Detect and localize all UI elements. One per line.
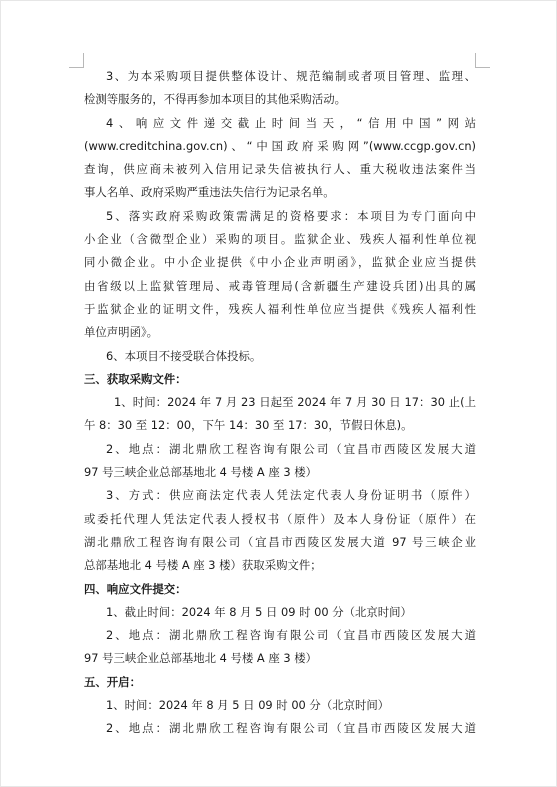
text-line: 查询，供应商未被列入信用记录失信被执行人、重大税收违法案件当 bbox=[84, 162, 476, 177]
text-line: 小企业（含微型企业）采购的项目。监狱企业、残疾人福利性单位视 bbox=[84, 232, 476, 247]
crop-mark-top-right bbox=[475, 53, 490, 68]
text-line: 2、地点：湖北鼎欣工程咨询有限公司（宜昌市西陵区发展大道 bbox=[106, 628, 476, 643]
text-line: 97 号三峡企业总部基地北 4 号楼 A 座 3 楼） bbox=[84, 465, 317, 480]
text-line: 2、地点：湖北鼎欣工程咨询有限公司（宜昌市西陵区发展大道 bbox=[106, 441, 476, 456]
text-line: 1、时间：2024 年 8 月 5 日 09 时 00 分（北京时间） bbox=[106, 698, 390, 713]
document-body bbox=[84, 65, 476, 741]
text-line: 于监狱企业的证明文件，残疾人福利性单位应当提供《残疾人福利性 bbox=[84, 301, 476, 316]
text-line: 由省级以上监狱管理局、戒毒管理局(含新疆生产建设兵团)出具的属 bbox=[84, 278, 476, 293]
text-line: 湖北鼎欣工程咨询有限公司（宜昌市西陵区发展大道 97 号三峡企业 bbox=[84, 534, 476, 549]
text-line: 3、方式：供应商法定代表人凭法定代表人身份证明书（原件） bbox=[106, 488, 476, 503]
text-line: (www.creditchina.gov.cn)、“中国政府采购网”(www.ccgp.gov.cn) bbox=[84, 138, 476, 153]
text-line: 4、响应文件递交截止时间当天，“信用中国”网站 bbox=[106, 115, 476, 130]
text-line: 3、为本采购项目提供整体设计、规范编制或者项目管理、监理、 bbox=[106, 69, 476, 83]
text-line: 1、时间：2024 年 7 月 23 日起至 2024 年 7 月 30 日 17：30 止(上 bbox=[114, 395, 476, 410]
text-line: 2、地点：湖北鼎欣工程咨询有限公司（宜昌市西陵区发展大道 bbox=[106, 721, 476, 736]
text-line: 1、截止时间：2024 年 8 月 5 日 09 时 00 分（北京时间） bbox=[106, 604, 412, 619]
text-line: 同小微企业。中小企业提供《中小企业声明函》，监狱企业应当提供 bbox=[84, 255, 476, 270]
text-line: 97 号三峡企业总部基地北 4 号楼 A 座 3 楼） bbox=[84, 651, 317, 666]
text-line: 检测等服务的，不得再参加本项目的其他采购活动。 bbox=[84, 92, 346, 107]
text-line: 午 8：30 至 12：00，下午 14：30 至 17：30，节假日休息)。 bbox=[84, 418, 413, 433]
text-line: 或委托代理人凭法定代表人授权书（原件）及本人身份证（原件）在 bbox=[84, 511, 476, 526]
text-line: 单位声明函》。 bbox=[84, 325, 159, 340]
text-line: 5、落实政府采购政策需满足的资格要求：本项目为专门面向中 bbox=[106, 208, 476, 223]
text-line: 四、响应文件提交： bbox=[84, 581, 187, 596]
text-line: 三、获取采购文件： bbox=[84, 371, 187, 386]
text-line: 五、开启： bbox=[84, 674, 141, 689]
text-line: 事人名单、政府采购严重违法失信行为记录名单。 bbox=[84, 185, 335, 200]
crop-mark-top-left bbox=[69, 53, 84, 68]
text-line: 总部基地北 4 号楼 A 座 3 楼）获取采购文件； bbox=[84, 558, 322, 573]
text-line: 6、本项目不接受联合体投标。 bbox=[106, 348, 262, 363]
